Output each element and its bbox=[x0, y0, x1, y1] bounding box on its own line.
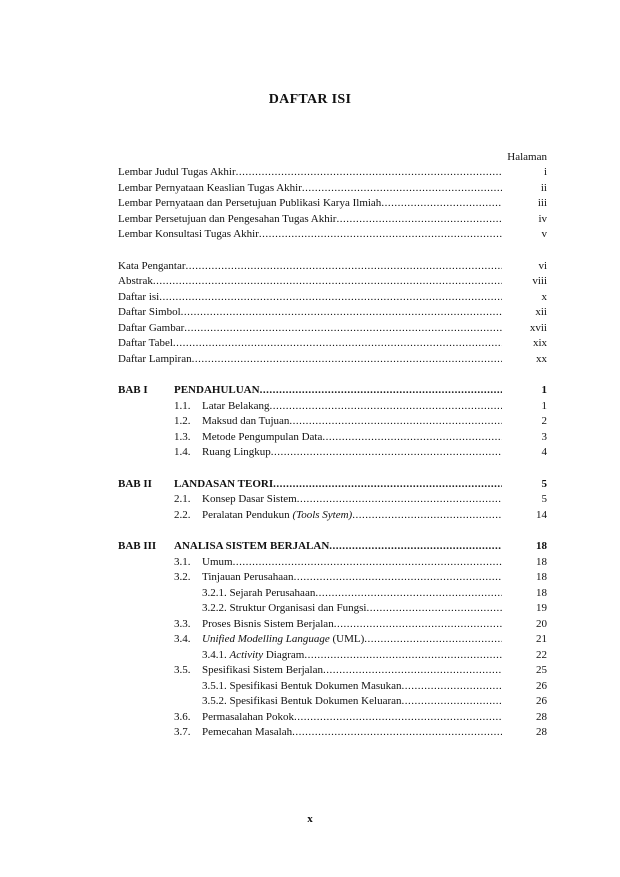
toc-entry-label-italic: Unified Modelling Language bbox=[202, 633, 330, 645]
toc-entry-label: Lembar Judul Tugas Akhir bbox=[118, 166, 236, 178]
toc-entry-label: Daftar Simbol bbox=[118, 306, 181, 318]
toc-entry[interactable] bbox=[118, 399, 547, 415]
toc-entry[interactable] bbox=[118, 290, 547, 306]
toc-entry[interactable] bbox=[118, 555, 547, 571]
toc-entry-page: 5 bbox=[541, 477, 547, 490]
section-number: 3.4. bbox=[174, 633, 191, 645]
toc-entry-page: iv bbox=[538, 212, 547, 225]
subsection-number: 3.5.1. bbox=[202, 679, 227, 692]
toc-chapter-1[interactable] bbox=[118, 383, 547, 399]
toc-entry-label: Tinjauan Perusahaan bbox=[202, 571, 294, 583]
toc-entry-page: 18 bbox=[536, 540, 547, 552]
section-number: 2.1. bbox=[174, 493, 191, 505]
toc-entry-page: v bbox=[541, 228, 547, 240]
toc-entry-label: Sejarah Perusahaan bbox=[229, 586, 316, 599]
section-number: 1.2. bbox=[174, 415, 191, 427]
section-number: 1.4. bbox=[174, 446, 191, 458]
toc-entry[interactable] bbox=[118, 445, 547, 461]
toc-entry-label: Diagram bbox=[265, 648, 305, 661]
subsection-number: 3.4.1. bbox=[202, 648, 227, 661]
toc-entry[interactable] bbox=[118, 196, 547, 212]
toc-entry-page: vi bbox=[538, 259, 547, 272]
chapter-number: BAB III bbox=[118, 540, 157, 552]
toc-entry-label-italic: (Tools Sytem) bbox=[292, 508, 353, 521]
toc-entry-label: Metode Pengumpulan Data bbox=[202, 430, 323, 443]
chapter-number: BAB II bbox=[118, 477, 152, 490]
toc-entry-page: 25 bbox=[536, 664, 547, 676]
section-number: 2.2. bbox=[174, 508, 191, 521]
toc-entry[interactable] bbox=[118, 632, 547, 648]
subsection-number: 3.5.2. bbox=[202, 695, 227, 707]
toc-entry[interactable] bbox=[118, 663, 547, 679]
toc-entry-label: Spesifikasi Bentuk Dokumen Masukan bbox=[229, 679, 402, 692]
toc-entry-label: Lembar Pernyataan dan Persetujuan Publikasi Karya Ilmiah bbox=[118, 197, 382, 209]
toc-entry[interactable] bbox=[118, 679, 547, 695]
toc-entry[interactable] bbox=[118, 274, 547, 290]
toc-entry-page: i bbox=[543, 166, 547, 178]
toc-entry-label: Daftar Gambar bbox=[118, 321, 185, 334]
toc-entry[interactable] bbox=[118, 181, 547, 197]
toc-entry[interactable] bbox=[118, 305, 547, 321]
toc-entry-label: Pemecahan Masalah bbox=[202, 726, 293, 738]
toc-entry-page: xix bbox=[532, 337, 547, 349]
subsection-number: 3.2.2. bbox=[202, 602, 227, 614]
toc-entry-page: 4 bbox=[541, 446, 547, 458]
halaman-header: Halaman bbox=[507, 151, 547, 163]
toc-entry[interactable] bbox=[118, 430, 547, 446]
toc-entry[interactable] bbox=[118, 570, 547, 586]
toc-entry-page: viii bbox=[532, 275, 547, 287]
toc-entry[interactable] bbox=[118, 617, 547, 633]
toc-entry-page: 1 bbox=[541, 384, 547, 396]
page-title: DAFTAR ISI bbox=[268, 92, 352, 107]
toc-entry-label: Daftar Lampiran bbox=[118, 352, 192, 365]
table-of-contents bbox=[118, 165, 547, 741]
toc-entry-page: 18 bbox=[536, 571, 547, 583]
toc-entry-label: Daftar isi bbox=[118, 290, 160, 303]
toc-entry-label: Maksud dan Tujuan bbox=[202, 415, 290, 427]
toc-entry[interactable] bbox=[118, 212, 547, 228]
toc-entry[interactable] bbox=[118, 259, 547, 275]
toc-entry-label: (UML) bbox=[332, 633, 365, 645]
section-number: 1.3. bbox=[174, 430, 191, 443]
section-number: 3.3. bbox=[174, 617, 191, 630]
toc-entry-label: Ruang Lingkup bbox=[202, 446, 271, 458]
toc-entry-page: 19 bbox=[536, 602, 547, 614]
toc-entry-label: Lembar Persetujuan dan Pengesahan Tugas Akhir bbox=[118, 212, 337, 225]
toc-entry[interactable] bbox=[118, 336, 547, 352]
toc-entry-page: x bbox=[541, 290, 547, 303]
toc-entry-page: 22 bbox=[536, 648, 547, 661]
toc-entry-label: Abstrak bbox=[118, 275, 153, 287]
toc-entry[interactable] bbox=[118, 508, 547, 524]
toc-entry[interactable] bbox=[118, 694, 547, 710]
toc-entry-page: 28 bbox=[536, 726, 547, 738]
toc-entry-label: Umum bbox=[202, 555, 233, 568]
section-number: 3.7. bbox=[174, 726, 191, 738]
toc-entry[interactable] bbox=[118, 725, 547, 741]
chapter-number: BAB I bbox=[118, 384, 148, 396]
toc-entry-page: 18 bbox=[536, 555, 547, 568]
toc-entry[interactable] bbox=[118, 352, 547, 368]
toc-entry-label-italic: Activity bbox=[229, 648, 264, 661]
toc-entry[interactable] bbox=[118, 586, 547, 602]
toc-entry-page: 3 bbox=[541, 430, 547, 443]
toc-entry-label: Daftar Tabel bbox=[118, 337, 173, 349]
toc-entry-label: Latar Belakang bbox=[202, 399, 270, 412]
toc-chapter-3[interactable] bbox=[118, 539, 547, 555]
toc-entry-label: Struktur Organisasi dan Fungsi bbox=[229, 602, 367, 614]
toc-entry-page: 18 bbox=[536, 586, 547, 599]
toc-entry-page: 2 bbox=[541, 415, 547, 427]
page-number: x bbox=[307, 813, 313, 825]
chapter-title: PENDAHULUAN bbox=[174, 384, 260, 396]
toc-entry[interactable] bbox=[118, 165, 547, 181]
toc-entry-label: Lembar Pernyataan Keaslian Tugas Akhir bbox=[118, 181, 302, 194]
toc-entry-page: xx bbox=[536, 352, 547, 365]
toc-entry-page: xvii bbox=[529, 321, 547, 334]
section-number: 3.5. bbox=[174, 664, 191, 676]
toc-entry-label: Spesifikasi Sistem Berjalan bbox=[202, 664, 323, 676]
toc-entry[interactable] bbox=[118, 321, 547, 337]
section-number: 1.1. bbox=[174, 399, 191, 412]
toc-entry-page: 26 bbox=[536, 695, 547, 707]
toc-entry[interactable] bbox=[118, 648, 547, 664]
toc-entry[interactable] bbox=[118, 710, 547, 726]
toc-entry-label: Permasalahan Pokok bbox=[202, 710, 294, 723]
toc-entry-label: Proses Bisnis Sistem Berjalan bbox=[202, 617, 334, 630]
section-number: 3.6. bbox=[174, 710, 191, 723]
toc-entry[interactable] bbox=[118, 414, 547, 430]
toc-entry-label: Konsep Dasar Sistem bbox=[202, 493, 297, 505]
toc-chapter-2[interactable] bbox=[118, 477, 547, 493]
toc-entry-label: Kata Pengantar bbox=[118, 259, 186, 272]
toc-entry-page: 20 bbox=[536, 617, 547, 630]
toc-entry-label: Lembar Konsultasi Tugas Akhir bbox=[118, 228, 259, 240]
toc-entry-page: 26 bbox=[536, 679, 547, 692]
toc-entry-page: 5 bbox=[541, 493, 547, 505]
section-number: 3.1. bbox=[174, 555, 191, 568]
toc-entry[interactable] bbox=[118, 492, 547, 508]
toc-entry-page: 14 bbox=[536, 508, 547, 521]
chapter-title: ANALISA SISTEM BERJALAN bbox=[174, 540, 330, 552]
toc-entry-label: Peralatan Pendukun bbox=[202, 508, 290, 521]
toc-entry-page: iii bbox=[537, 197, 547, 209]
chapter-title: LANDASAN TEORI bbox=[174, 477, 274, 490]
toc-entry-page: xii bbox=[535, 306, 547, 318]
toc-entry-page: 21 bbox=[536, 633, 547, 645]
section-number: 3.2. bbox=[174, 571, 191, 583]
toc-entry-page: ii bbox=[540, 181, 547, 194]
toc-entry[interactable] bbox=[118, 227, 547, 243]
subsection-number: 3.2.1. bbox=[202, 586, 227, 599]
toc-entry-page: 1 bbox=[541, 399, 547, 412]
toc-entry-page: 28 bbox=[536, 710, 547, 723]
toc-entry-label: Spesifikasi Bentuk Dokumen Keluaran bbox=[229, 695, 402, 707]
toc-entry[interactable] bbox=[118, 601, 547, 617]
